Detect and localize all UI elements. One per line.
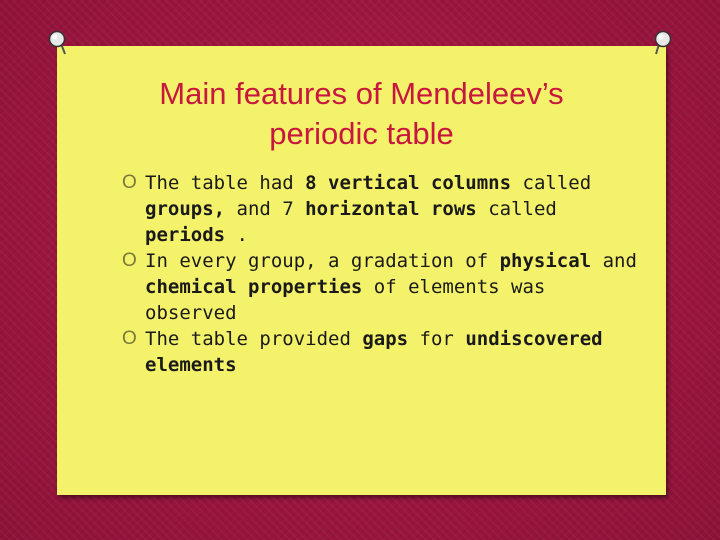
text-run: The table had [145, 172, 306, 194]
bullet-item [122, 248, 642, 326]
text-run: of elements was observed [145, 276, 546, 324]
pushpin-icon [652, 30, 672, 56]
text-run: called [476, 198, 557, 220]
text-run: In every group, a gradation of [145, 250, 500, 272]
bullet-marker: O [122, 250, 137, 271]
bold-run: gaps [362, 328, 409, 350]
text-run: for [408, 328, 466, 350]
bold-run: horizontal rows [305, 198, 477, 220]
bold-run: physical [499, 250, 592, 272]
bullet-item [122, 326, 642, 378]
bullet-text [145, 328, 603, 376]
bullet-marker: O [122, 328, 137, 349]
text-run: The table provided [145, 328, 363, 350]
bold-run: groups, [145, 198, 226, 220]
slide-title [57, 74, 666, 154]
bold-run: chemical properties [145, 276, 363, 298]
text-run: and [591, 250, 637, 272]
bold-run: 8 vertical columns [305, 172, 512, 194]
text-run: called [511, 172, 592, 194]
text-run: and 7 [225, 198, 306, 220]
bullet-list [122, 170, 642, 378]
slide-title-line: periodic table [269, 116, 454, 151]
bold-run: periods [145, 224, 226, 246]
bold-run: undiscovered elements [145, 328, 603, 376]
bullet-text [145, 172, 591, 246]
bullet-item [122, 170, 642, 248]
text-run: . [225, 224, 248, 246]
bullet-text [145, 250, 637, 324]
bullet-marker: O [122, 172, 137, 193]
slide-title-line: Main features of Mendeleev’s [159, 76, 564, 111]
pushpin-icon [48, 30, 68, 56]
